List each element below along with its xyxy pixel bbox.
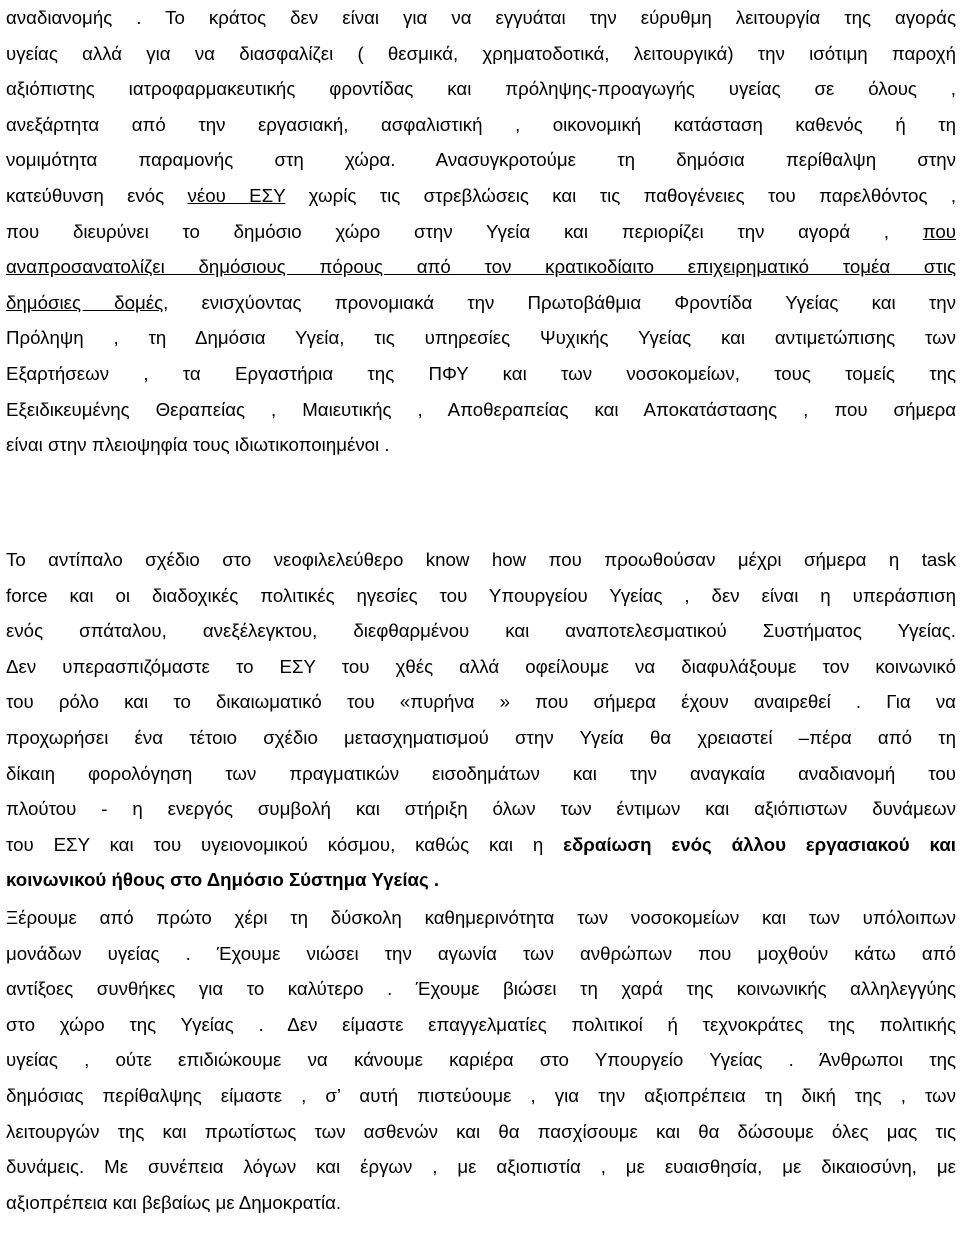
bold-text: εδραίωση ενός άλλου εργασιακού και: [563, 833, 957, 855]
text-run: του ΕΣΥ και του υγειονομικού κόσμου, καθώς και η: [6, 833, 564, 855]
text-line: προχωρήσει ένα τέτοιο σχέδιο μετασχηματισμού στην Υγεία θα χρειαστεί –πέρα από τη: [6, 726, 956, 748]
underlined-line: αναπροσανατολίζει δημόσιους πόρους από τον κρατικοδίαιτο επιχειρηματικό τομέα στις: [6, 256, 956, 278]
text-line: Εξαρτήσεων , τα Εργαστήρια της ΠΦΥ και των νοσοκομείων, τους τομείς της: [6, 362, 956, 384]
text-line: μονάδων υγείας . Έχουμε νιώσει την αγωνία των ανθρώπων που μοχθούν κάτω από: [6, 942, 956, 964]
text-line: είναι στην πλειοψηφία τους ιδιωτικοποιημένοι .: [6, 434, 390, 456]
text-run: χωρίς τις στρεβλώσεις και τις παθογένειες του παρελθόντος ,: [285, 184, 957, 206]
text-line: Εξειδικευμένης Θεραπείας , Μαιευτικής , Αποθεραπείας και Αποκατάστασης , που σήμερα: [6, 398, 956, 420]
text-line: Δεν υπερασπιζόμαστε το ΕΣΥ του χθές αλλά οφείλουμε να διαφυλάξουμε τον κοινωνικό: [6, 655, 956, 677]
text-run: κατεύθυνση ενός: [6, 184, 188, 206]
text-line: υγείας , ούτε επιδιώκουμε να κάνουμε καριέρα στο Υπουργείο Υγείας . Άνθρωποι της: [6, 1049, 956, 1071]
text-line: στο χώρο της Υγείας . Δεν είμαστε επαγγελματίες πολιτικοί ή τεχνοκράτες της πολιτικής: [6, 1013, 956, 1035]
text-line: υγείας αλλά για να διασφαλίζει ( θεσμικά, χρηματοδοτικά, λειτουργικά) την ισότιμη παροχή: [6, 42, 956, 64]
text-line: αξιόπιστης ιατροφαρμακευτικής φροντίδας και πρόληψης-προαγωγής υγείας σε όλους ,: [6, 78, 956, 100]
text-line: αντίξοες συνθήκες για το καλύτερο . Έχουμε βιώσει τη χαρά της κοινωνικής αλληλεγγύης: [6, 978, 956, 1000]
text-line: του ρόλο και το δικαιωματικό του «πυρήνα » που σήμερα έχουν αναιρεθεί . Για να: [6, 691, 956, 713]
text-line: λειτουργών της και πρωτίστως των ασθενών και θα πασχίσουμε και θα δώσουμε όλες μας τις: [6, 1120, 956, 1142]
paragraph-1: [6, 0, 956, 463]
text-line: αναδιανομής . Το κράτος δεν είναι για να εγγυάται την εύρυθμη λειτουργία της αγοράς: [6, 7, 956, 28]
text-line: δημόσιας περίθαλψης είμαστε , σ’ αυτή πιστεύουμε , για την αξιοπρέπεια τη δική της , των: [6, 1084, 956, 1106]
text-line: [6, 827, 956, 863]
text-line: [6, 285, 956, 321]
underlined-text: που: [922, 220, 956, 242]
text-line: ανεξάρτητα από την εργασιακή, ασφαλιστική , οικονομική κατάσταση καθενός ή τη: [6, 113, 956, 135]
text-line: [6, 178, 956, 214]
text-line: αξιοπρέπεια και βεβαίως με Δημοκρατία.: [6, 1191, 342, 1213]
underlined-text: νέου ΕΣΥ: [187, 184, 286, 206]
text-line: Το αντίπαλο σχέδιο στο νεοφιλελεύθερο know how που προωθούσαν μέχρι σήμερα η task: [6, 549, 956, 570]
text-line: ενός σπάταλου, ανεξέλεγκτου, διεφθαρμένου και αναποτελεσματικού Συστήματος Υγείας.: [6, 620, 956, 642]
bold-line: κοινωνικού ήθους στο Δημόσιο Σύστημα Υγείας .: [6, 869, 440, 891]
text-line: δίκαιη φορολόγηση των πραγματικών εισοδημάτων και την αναγκαία αναδιανομή του: [6, 762, 956, 784]
text-line: Πρόληψη , τη Δημόσια Υγεία, τις υπηρεσίες Ψυχικής Υγείας και αντιμετώπισης των: [6, 327, 956, 349]
text-line: force και οι διαδοχικές πολιτικές ηγεσίες του Υπουργείου Υγείας , δεν είναι η υπεράσπιση: [6, 584, 956, 606]
text-run: που διευρύνει το δημόσιο χώρο στην Υγεία και περιορίζει την αγορά ,: [6, 220, 923, 242]
paragraph-2: [6, 542, 956, 898]
text-line: νομιμότητα παραμονής στη χώρα. Ανασυγκροτούμε τη δημόσια περίθαλψη στην: [6, 149, 956, 171]
text-line: πλούτου - η ενεργός συμβολή και στήριξη όλων των έντιμων και αξιόπιστων δυνάμεων: [6, 798, 956, 820]
text-line: δυνάμεις. Με συνέπεια λόγων και έργων , με αξιοπιστία , με ευαισθησία, με δικαιοσύνη, με: [6, 1156, 956, 1178]
paragraph-3: [6, 900, 956, 1220]
text-run: , ενισχύοντας προνομιακά την Πρωτοβάθμια Φροντίδα Υγείας και την: [163, 291, 956, 313]
text-line: [6, 214, 956, 250]
text-line: Ξέρουμε από πρώτο χέρι τη δύσκολη καθημερινότητα των νοσοκομείων και των υπόλοιπων: [6, 907, 956, 928]
underlined-text: δημόσιες δομές: [6, 291, 164, 313]
